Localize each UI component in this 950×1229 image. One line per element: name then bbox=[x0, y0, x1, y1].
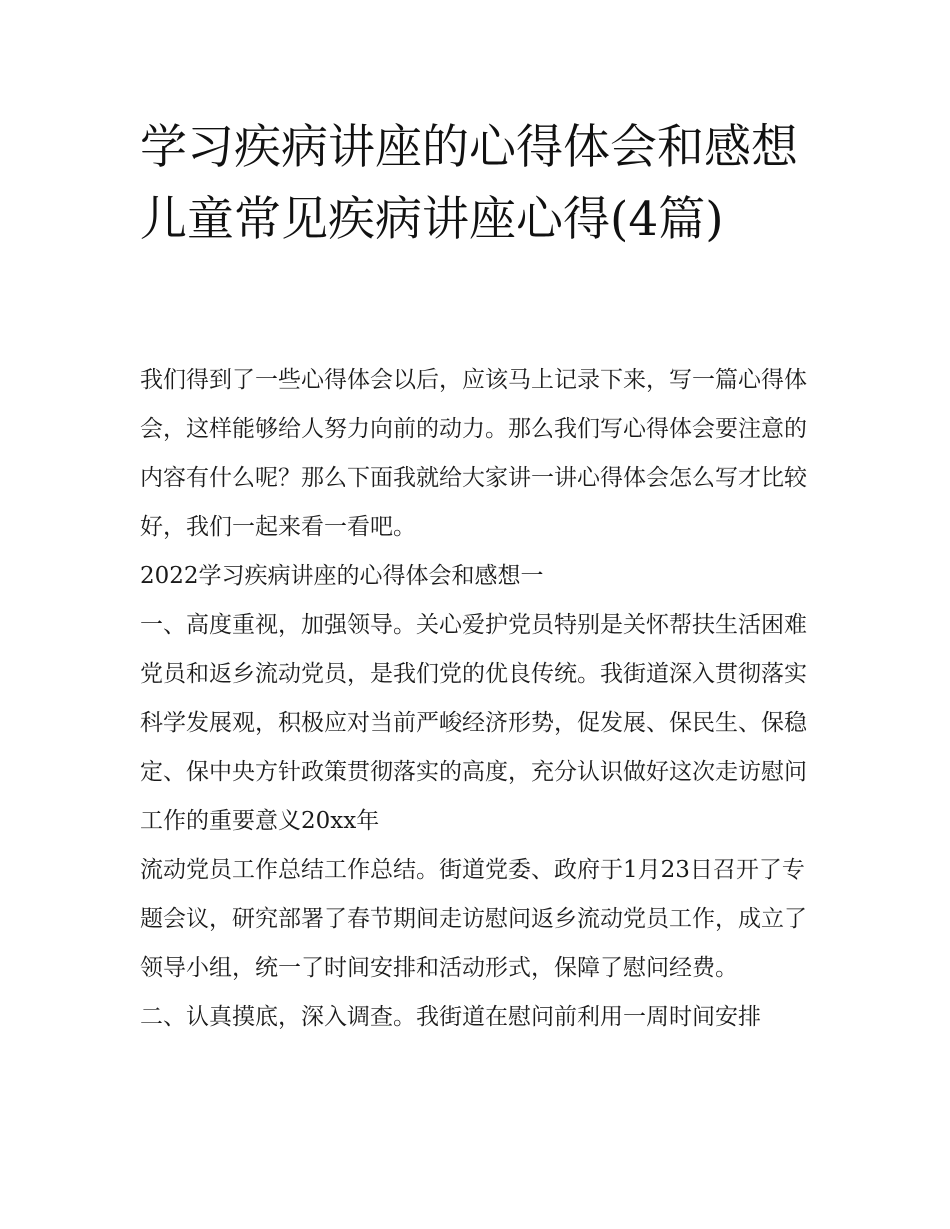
body-paragraph: 流动党员工作总结工作总结。街道党委、政府于1月23日召开了专题会议，研究部署了春节期间走访慰问返乡流动党员工作，成立了领导小组，统一了时间安排和活动形式，保障了慰问经费。 bbox=[140, 857, 807, 981]
intro-paragraph: 我们得到了一些心得体会以后，应该马上记录下来，写一篇心得体会，这样能够给人努力向前的动力。那么我们写心得体会要注意的内容有什么呢？那么下面我就给大家讲一讲心得体会怎么写才比较好，我们一起来看一看吧。 bbox=[140, 367, 807, 540]
body-paragraph: 一、高度重视，加强领导。关心爱护党员特别是关怀帮扶生活困难党员和返乡流动党员，是我们党的优良传统。我街道深入贯彻落实科学发展观，积极应对当前严峻经济形势，促发展、保民生、保稳定、保中央方针政策贯彻落实的高度，充分认识做好这次走访慰问工作的重要意义20xx年 bbox=[140, 612, 807, 834]
section-heading: 2022学习疾病讲座的心得体会和感想一 bbox=[140, 563, 544, 589]
document-title: 学习疾病讲座的心得体会和感想 儿童常见疾病讲座心得(4篇) bbox=[140, 120, 798, 247]
body-paragraph: 二、认真摸底，深入调查。我街道在慰问前利用一周时间安排 bbox=[140, 1004, 761, 1030]
document-body bbox=[140, 356, 820, 1042]
